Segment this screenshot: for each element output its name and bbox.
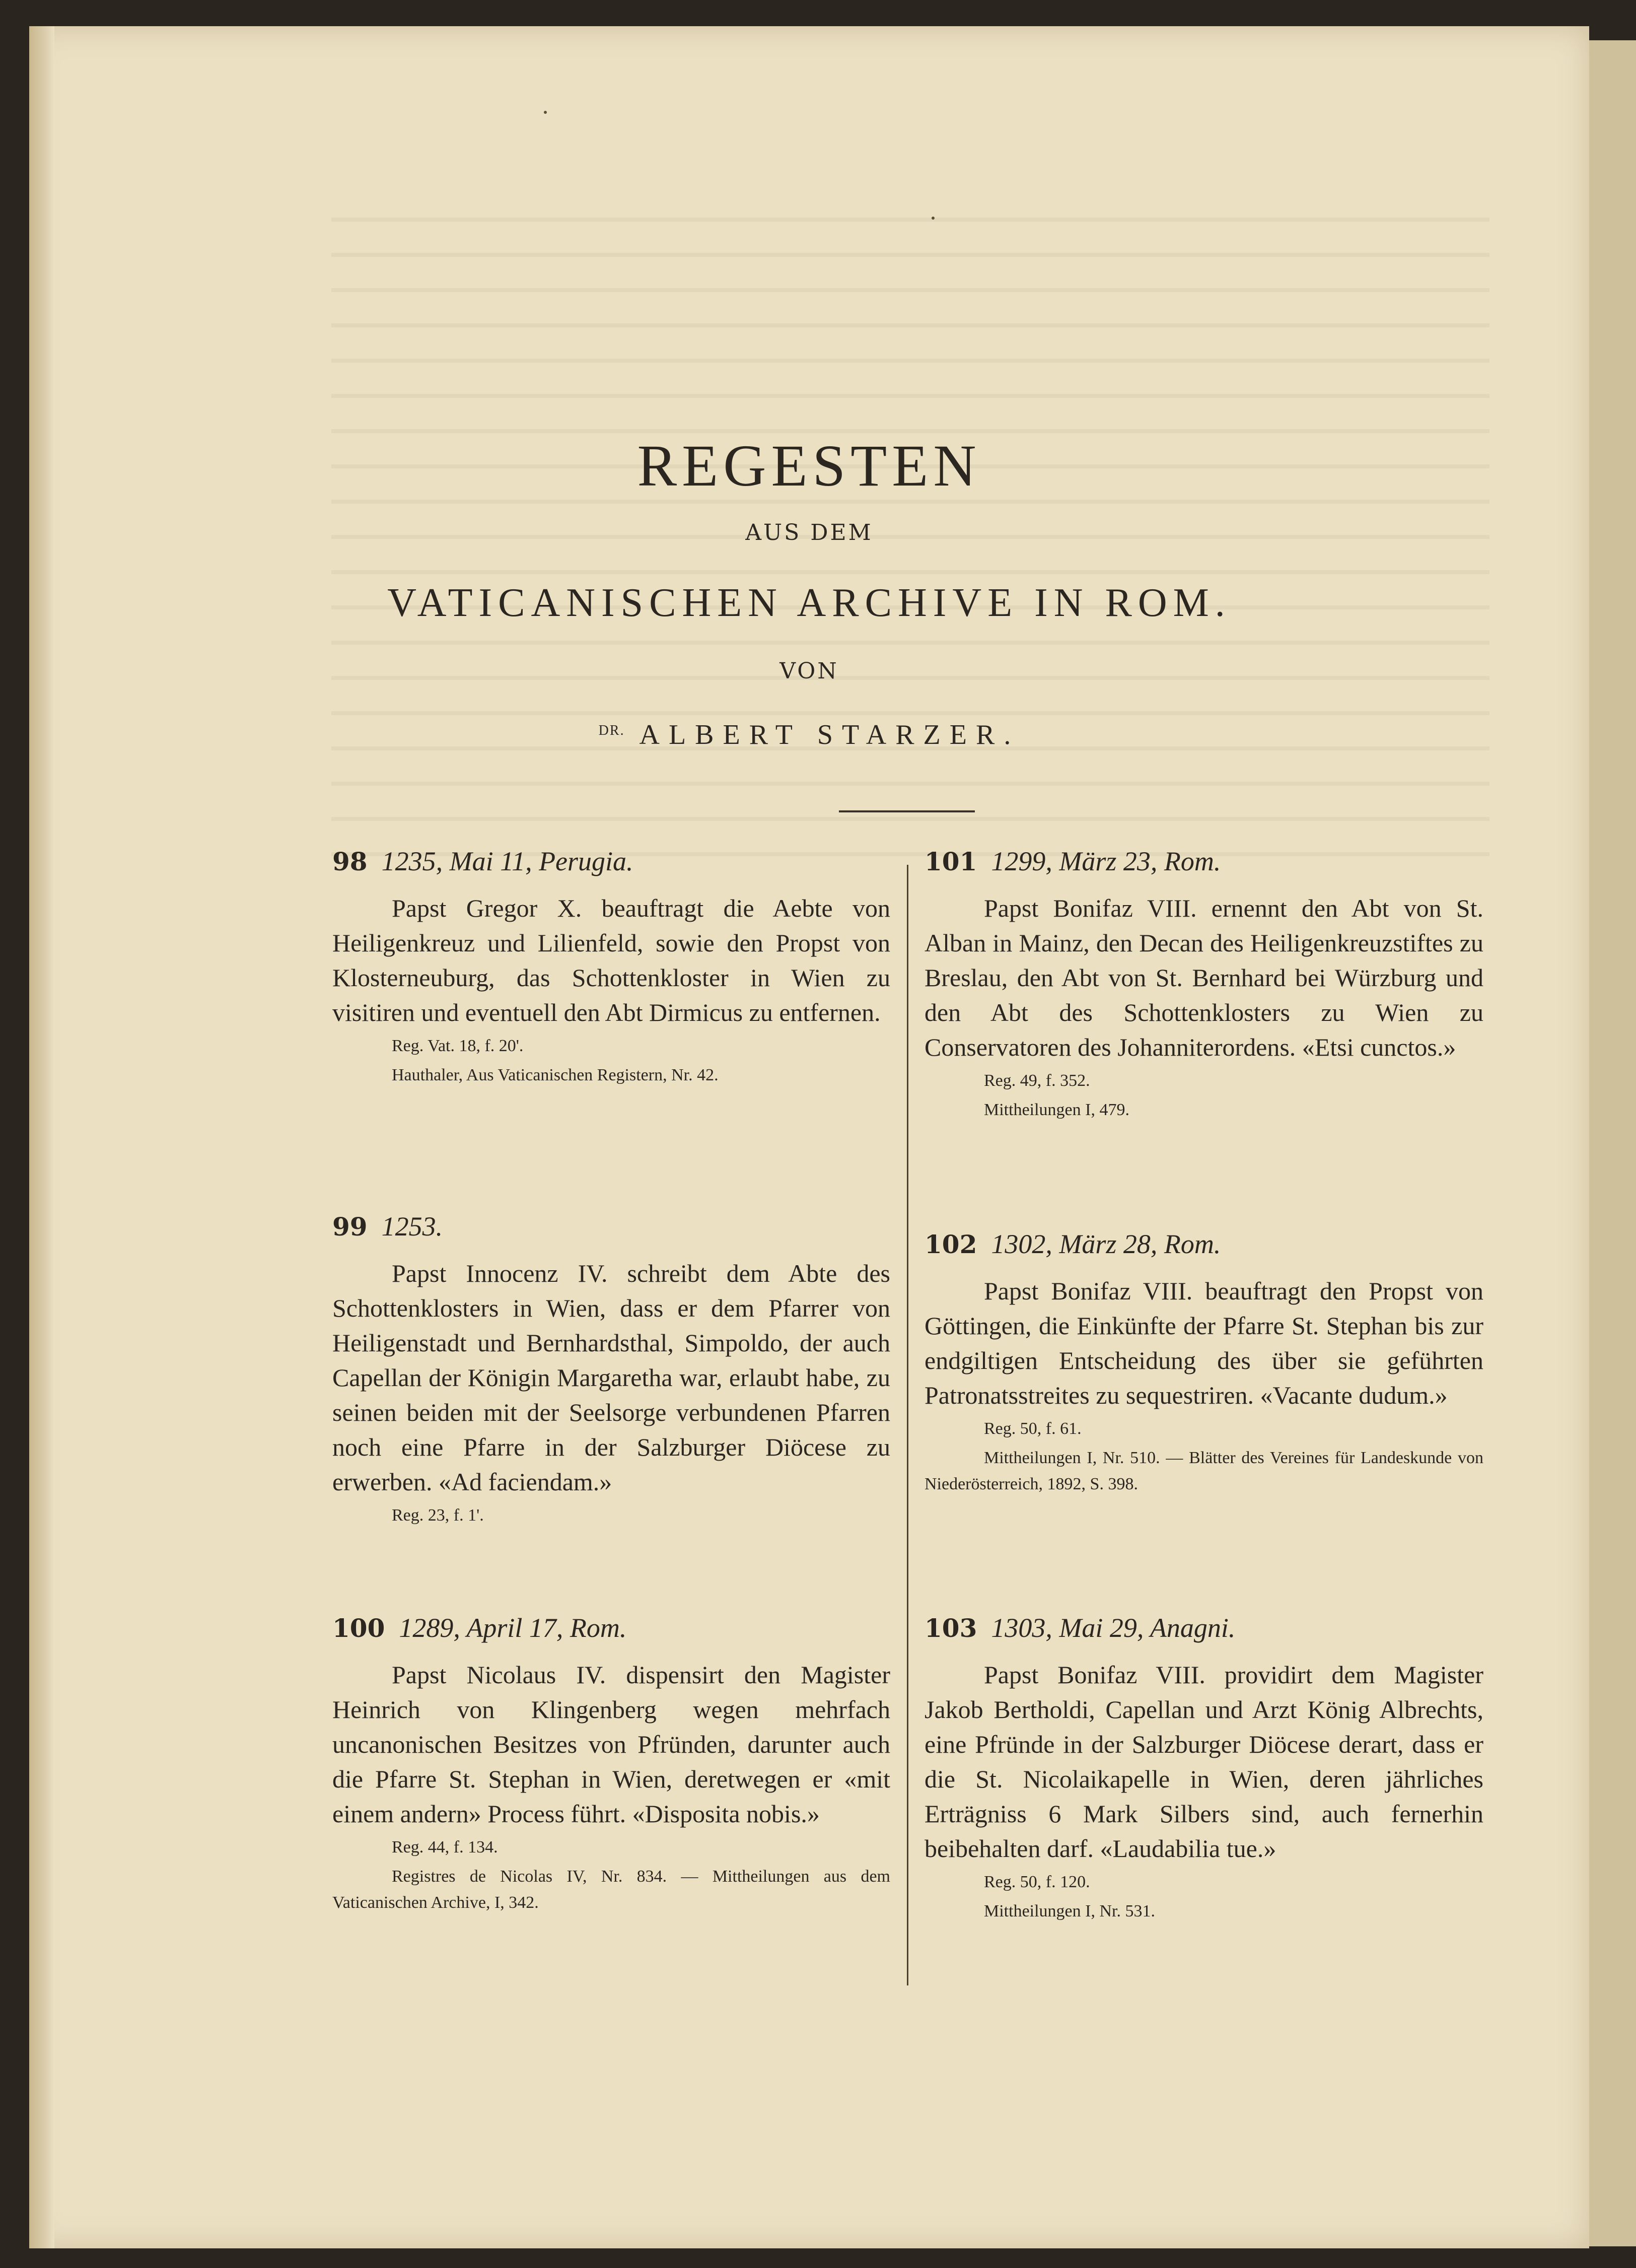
entry-source: Mittheilungen I, 479. <box>984 1101 1129 1119</box>
entry-date: 1302, März 28, Rom. <box>991 1229 1221 1259</box>
entry-date: 1235, Mai 11, Perugia. <box>381 846 633 876</box>
entry-source: Registres de Nicolas IV, Nr. 834. — Mittheilungen aus dem Vaticanischen Archive, I, 342. <box>332 1867 890 1912</box>
entry-source: Mittheilungen I, Nr. 531. <box>984 1902 1155 1920</box>
entry-number: 100 <box>332 1613 385 1643</box>
entry-source: Reg. Vat. 18, f. 20'. <box>392 1037 524 1055</box>
column-divider <box>907 865 908 1985</box>
entry-text: Papst Nicolaus IV. dispensirt den Magister Heinrich von Klingenberg wegen mehrfach uncanonischen Besitzes von Pfründen, darunter auch die Pfarre St. Stephan in Wien, deretwegen er «mit einem andern» Process führt. «Disposita nobis.» <box>332 1661 890 1828</box>
entry-number: 102 <box>924 1229 977 1259</box>
regest-entry <box>924 1613 1483 1925</box>
regest-entry <box>332 846 890 1088</box>
entry-date: 1299, März 23, Rom. <box>991 846 1221 876</box>
entry-source: Reg. 50, f. 61. <box>984 1419 1082 1438</box>
entry-text: Papst Gregor X. beauftragt die Aebte von Heiligenkreuz und Lilienfeld, sowie den Propst von Klosterneuburg, das Schottenkloster in Wien zu visitiren und eventuell den Abt Dirmicus zu entfernen. <box>332 894 890 1026</box>
author-line <box>29 719 1589 751</box>
entry-date: 1253. <box>381 1211 443 1242</box>
entry-source: Reg. 44, f. 134. <box>392 1838 498 1857</box>
entry-text: Papst Innocenz IV. schreibt dem Abte des Schottenklosters in Wien, dass er dem Pfarrer von Heiligenstadt und Bernhardsthal, Simpoldo, der auch Capellan der Königin Margaretha war, erlaubt habe, zu seinen beiden mit der Seelsorge verbundenen Pfarren noch eine Pfarre in der Salzburger Diöcese zu erwerben. «Ad faciendam.» <box>332 1259 890 1496</box>
main-title: REGESTEN <box>637 433 981 499</box>
regest-entry <box>332 1613 890 1916</box>
author-prefix: DR. <box>598 723 625 738</box>
entry-source: Mittheilungen I, Nr. 510. — Blätter des Vereines für Landeskunde von Niederösterreich, 1892, S. 398. <box>924 1449 1483 1493</box>
mark <box>544 111 547 114</box>
entry-number: 99 <box>332 1212 368 1242</box>
subtitle-aus-dem: AUS DEM <box>745 520 873 545</box>
regest-entry <box>924 1229 1483 1497</box>
adjacent-page-edge <box>1589 40 1636 2246</box>
entry-text: Papst Bonifaz VIII. ernennt den Abt von St. Alban in Mainz, den Decan des Heiligenkreuzstiftes zu Breslau, den Abt von St. Bernhard bei Würzburg und den Abt des Schottenklosters zu Wien zu Conservatoren des Johanniterordens. «Etsi cunctos.» <box>924 894 1483 1061</box>
entry-source: Hauthaler, Aus Vaticanischen Registern, Nr. 42. <box>392 1066 719 1084</box>
page-gutter <box>29 26 54 2248</box>
book-page <box>29 26 1589 2248</box>
entry-source: Reg. 50, f. 120. <box>984 1873 1090 1891</box>
title-rule <box>839 810 975 812</box>
entry-number: 98 <box>332 847 368 876</box>
regest-entry <box>332 1211 890 1529</box>
subtitle-von: VON <box>779 658 839 684</box>
entry-source: Reg. 23, f. 1'. <box>392 1506 484 1525</box>
entry-text: Papst Bonifaz VIII. beauftragt den Propst von Göttingen, die Einkünfte der Pfarre St. Stephan bis zur endgiltigen Entscheidung des über sie geführten Patronatsstreites zu sequestriren. «Vacante dudum.» <box>924 1277 1483 1409</box>
mark <box>932 217 935 220</box>
entry-number: 103 <box>924 1613 977 1643</box>
author-name: ALBERT STARZER. <box>639 719 1020 750</box>
subtitle-archive: VATICANISCHEN ARCHIVE IN ROM. <box>387 581 1231 625</box>
entry-date: 1289, April 17, Rom. <box>399 1613 627 1643</box>
entry-source: Reg. 49, f. 352. <box>984 1071 1090 1090</box>
entry-date: 1303, Mai 29, Anagni. <box>991 1613 1236 1643</box>
entry-number: 101 <box>924 847 977 876</box>
regest-entry <box>924 846 1483 1123</box>
entry-text: Papst Bonifaz VIII. providirt dem Magister Jakob Bertholdi, Capellan und Arzt König Albrechts, eine Pfründe in der Salzburger Diöcese derart, dass er die St. Nicolaikapelle in Wien, deren jährliches Erträgniss 6 Mark Silbers sind, auch fernerhin beibehalten darf. «Laudabilia tue.» <box>924 1661 1483 1863</box>
